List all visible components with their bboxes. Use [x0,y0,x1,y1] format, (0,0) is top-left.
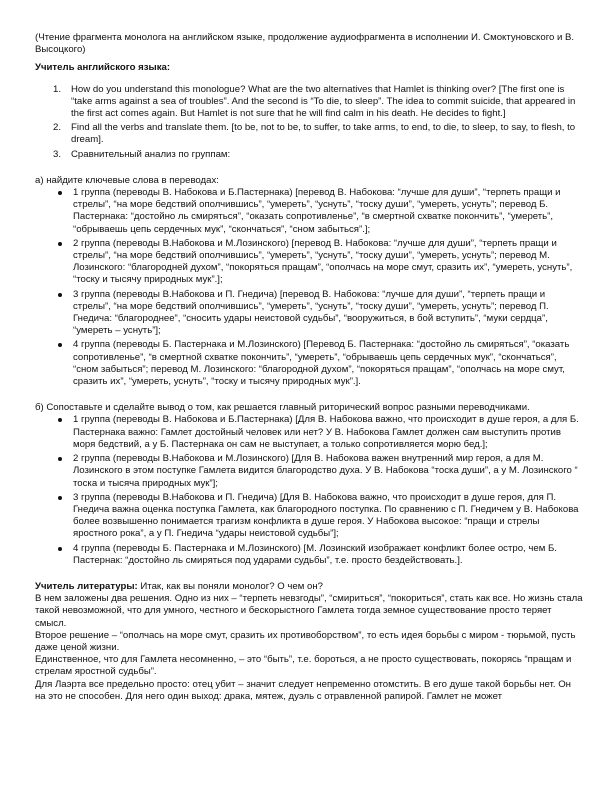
list-item [35,492,583,541]
task-item [35,84,583,121]
bullet-icon [58,191,62,195]
task-text: How do you understand this monologue? What are the two alternatives that Hamlet is thinking over? [The first one is “take arms against a sea of troubles”. And the second is “To die, to sleep”. The idea to commit suicide, that appeared in the first act comes again. But Hamlet is not sure that he will find calm in his death. He decides to fight.] [71,83,576,120]
bullet-icon [58,293,62,297]
list-item [35,543,583,567]
keywords-list [35,187,583,388]
list-item-text: 2 группа (переводы В.Набокова и М.Лозинского) [Для В. Набокова важен внутренний мир героя, а для М. Лозинского в этом поступке Гамлета видится благородство духа. У В. Набокова “тоска души”, а у М. Лозинского “ тоска и тысяча природных мук”]; [73,453,578,489]
list-item-text: 2 группа (переводы В.Набокова и М.Лозинского) [перевод В. Набокова: “лучше для души”, “терпеть пращи и стрелы”, “на море бедствий ополчившись”, “умереть”, “уснуть”, “тоску души”, “умереть, уснуть”; перевод М. Лозинского: “благородней духом”, “покоряться пращам”, “ополчась на море смут, сразить их”, “умереть, уснуть”, “тоску и тысячу природных мук”.]; [73,237,573,286]
paragraph: Для Лаэрта все предельно просто: отец убит – значит следует непременно отомстить. В его душе такой борьбы нет. Он на это не способен. Для него один выход: драка, мятеж, дуэль с отравленной рапирой. Гамлет не может [35,678,571,702]
teacher-literature-line [35,581,583,593]
bullet-icon [58,547,62,551]
list-item-text: 3 группа (переводы В.Набокова и П. Гнедича) [Для В. Набокова важно, что происходит в душе героя, для П. Гнедича важна оценка поступка Гамлета, как благородного поступка. По сравнению с П. Гнедичем у В. Набокова более возвышенно понимается трагизм конфликта в душе героя. У Набокова высокое: “пращи и стрелы яростного рока”, а у П. Гнедича “удары неистовой судьбы”]; [73,491,579,540]
teacher-literature-label: Учитель литературы: [35,580,138,592]
list-item [35,453,583,490]
section-b-heading: б) Сопоставьте и сделайте вывод о том, как решается главный риторический вопрос разными переводчиками. [35,402,530,414]
task-item [35,149,583,161]
paragraph: Второе решение – “ополчась на море смут, сразить их противоборством”, то есть идея борьбы с миром - тюрьмой, пусть даже ценой жизни. [35,629,576,653]
task-number: 1. [53,83,62,95]
conclusions-list [35,414,583,566]
paragraph: В нем заложены два решения. Одно из них – “терпеть невзгоды”, “смириться”, “покориться”, стать как все. Но жизнь стала такой невозможной, что для умного, честного и бескорыстного Гамлета тогда земное существование просто теряет смысл. [35,593,583,629]
task-text: Find all the verbs and translate them. [to be, not to be, to suffer, to take arms, to end, to die, to sleep, to say, to flesh, to dream]. [71,122,576,146]
list-item-text: 1 группа (переводы В. Набокова и Б.Пастернака) [перевод В. Набокова: “лучше для души”, “терпеть пращи и стрелы”, “на море бедствий ополчившись”, “умереть”, “уснуть”, “тоску души”, “умереть, уснуть”; перевод Б. Пастернака: “достойно ль смиряться”, “оказать сопротивленье”, “в смертной схватке покончить”, “умереть”, “обрываешь цепь сердечных мук”, “скончаться”, “сном забыться”.]; [73,187,561,235]
task-number: 2. [53,122,62,134]
list-item [35,238,583,287]
list-item [35,289,583,338]
list-item-text: 3 группа (переводы В.Набокова и П. Гнедича) [перевод В. Набокова: “лучше для души”, “терпеть пращи и стрелы”, “на море бедствий ополчившись”, “умереть”, “уснуть”, “тоску души”, “умереть, уснуть”; перевод П. Гнедича: “благороднее”, “сносить удары неистовой судьбы”, “вооружиться, в бой вступить”, “муки сердца”, “умереть – уснуть”]; [73,288,549,337]
bullet-icon [58,457,62,461]
document-content [35,32,583,703]
list-item [35,339,583,388]
list-item-text: 4 группа (переводы Б. Пастернака и М.Лозинского) [Перевод Б. Пастернака: “достойно ль смиряться”, “оказать сопротивленье”, “в смертной схватке покончить”, “умереть”, “обрываешь цепь сердечных мук”, “скончаться”, “сном забыться”; перевод М. Лозинского: “благородной духом”, “покоряться пращам”, “ополчась на море смут, сразить их”, “умереть, уснуть”, “тоску и тысячу природных мук”.]. [73,339,570,388]
bullet-icon [58,418,62,422]
list-item-text: 4 группа (переводы Б. Пастернака и М.Лозинского) [М. Лозинский изображает конфликт более остро, чем Б. Пастернак: “достойно ль смиряться под ударами судьбы”, т.е. просто бездействовать.]. [73,542,557,566]
teacher-literature-question: Итак, как вы поняли монолог? О чем он? [137,580,323,592]
task-number: 3. [53,148,62,160]
teacher-english-heading: Учитель английского языка: [35,62,171,74]
task-text: Сравнительный анализ по группам: [71,148,231,160]
paragraph: Единственное, что для Гамлета несомненно, – это “быть”, т.е. бороться, а не просто существовать, покорясь “пращам и стрелам яростной судьбы”. [35,654,572,678]
list-item [35,414,583,451]
bullet-icon [58,242,62,246]
list-item [35,187,583,236]
bullet-icon [58,343,62,347]
task-list [35,84,583,161]
task-item [35,122,583,146]
intro-note: (Чтение фрагмента монолога на английском языке, продолжение аудиофрагмента в исполнении И. Смоктуновского и В. Высоцкого) [35,32,575,56]
list-item-text: 1 группа (переводы В. Набокова и Б.Пастернака) [Для В. Набокова важно, что происходит в душе героя, а для Б. Пастернака важно: Гамлет достойный человек или нет? У В. Набокова Гамлет должен сам выступить против моря бедствий, а у Б. Пастернака он сам не выступает, а только сопротивляется морю бед.]; [73,414,579,450]
bullet-icon [58,496,62,500]
section-a-heading: а) найдите ключевые слова в переводах: [35,174,219,186]
